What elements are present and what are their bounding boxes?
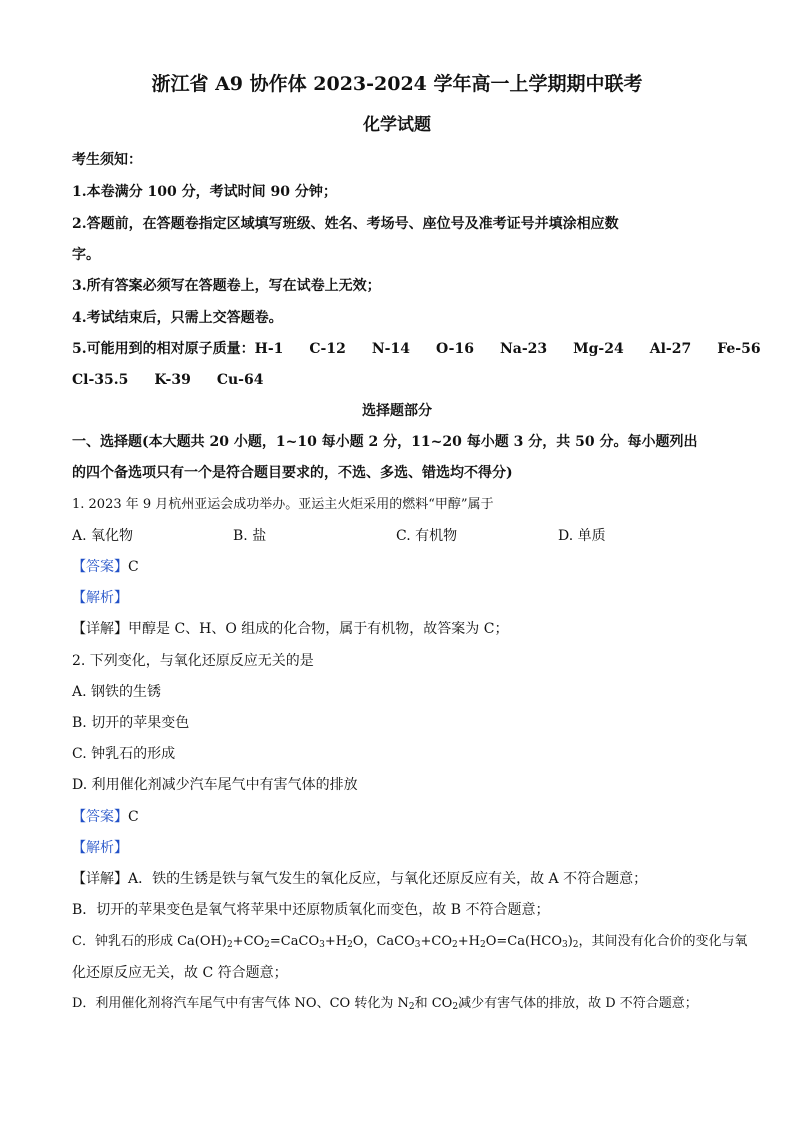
analysis-tag: 【解析】 [72,590,128,606]
atomic-mass-item: Mg-24 [573,341,624,357]
question-2-answer [72,808,139,826]
detail-d-mid: 和 CO [414,996,453,1011]
notice-item: 字。 [72,247,100,263]
atomic-mass-row [72,340,761,358]
atomic-mass-item: N-14 [371,341,410,357]
section-instruction: 一、选择题(本大题共 20 小题，1~10 每小题 2 分，11~20 每小题 3 分，共 50 分。每小题列出 [72,434,698,450]
notice-heading: 考生须知： [72,152,142,168]
atomic-mass-item: O-16 [435,341,474,357]
atomic-mass-row [72,371,263,389]
question-1-option-a: A. 氧化物 [72,528,134,544]
notice-item: 2.答题前，在答题卷指定区域填写班级、姓名、考场号、座位号及准考证号并填涂相应数 [72,216,619,232]
detail-c-suffix: ，其间没有化合价的变化与氧 [578,934,748,949]
detail-c-prefix: C．钟乳石的形成 [72,934,178,949]
question-2-detail-a [72,870,647,888]
answer-tag: 【答案】 [72,809,128,825]
document-title: 浙江省 A9 协作体 2023-2024 学年高一上学期期中联考 [151,73,643,95]
question-1-option-c: C. 有机物 [396,528,458,544]
question-1-analysis [72,589,128,607]
detail-tag: 【详解】 [72,621,128,637]
atomic-mass-item: Fe-56 [717,341,761,357]
question-1-option-b: B. 盐 [233,528,267,544]
question-2-detail-c-cont: 化还原反应无关，故 C 符合题意； [72,965,288,981]
question-2-option-d: D. 利用催化剂减少汽车尾气中有害气体的排放 [72,777,358,793]
question-2-option-c: C. 钟乳石的形成 [72,746,176,762]
document-subtitle: 化学试题 [363,115,431,135]
answer-value: C [128,559,139,575]
notice-item: 4.考试结束后，只需上交答题卷。 [72,310,283,326]
question-2-detail-d: D．利用催化剂将汽车尾气中有害气体 NO、CO 转化为 $N_2$和 $CO_2$减少有害气体的排放，故 D 不符合题意； [72,996,698,1012]
notice-item: 1.本卷满分 100 分，考试时间 90 分钟； [72,184,337,200]
atomic-mass-item: Al-27 [649,341,692,357]
section-title: 选择题部分 [362,403,432,419]
section-instruction: 的四个备选项只有一个是符合题目要求的，不选、多选、错选均不得分) [72,465,513,481]
atomic-mass-item: K-39 [154,372,191,388]
question-2-option-b: B. 切开的苹果变色 [72,715,190,731]
chemical-equation: $Ca(OH)_2+CO_2=CaCO_3+H_2O$，$CaCO_3+CO_2+H_2O=Ca(HCO_3)_2$ [177,934,579,950]
question-1-stem: 1. 2023 年 9 月杭州亚运会成功举办。亚运主火炬采用的燃料“甲醇”属于 [72,497,494,512]
answer-value: C [128,809,139,825]
question-1-option-d: D. 单质 [558,528,606,544]
detail-text: A．铁的生锈是铁与氧气发生的氧化反应，与氧化还原反应有关，故 A 不符合题意； [128,871,648,887]
question-2-detail-b: B．切开的苹果变色是氧气将苹果中还原物质氧化而变色，故 B 不符合题意； [72,902,550,918]
detail-d-suffix: 减少有害气体的排放，故 D 不符合题意； [458,996,698,1011]
atomic-mass-label: 5.可能用到的相对原子质量： [72,341,255,357]
analysis-tag: 【解析】 [72,840,128,856]
question-2-analysis [72,839,128,857]
detail-text: 甲醇是 C、H、O 组成的化合物，属于有机物，故答案为 C； [128,621,509,637]
question-1-detail [72,620,508,638]
detail-tag: 【详解】 [72,871,128,887]
question-2-detail-c [72,933,748,951]
question-1-answer [72,558,139,576]
atomic-mass-item: Cl-35.5 [72,372,129,388]
notice-item: 3.所有答案必须写在答题卷上，写在试卷上无效； [72,278,381,294]
atomic-mass-item: C-12 [309,341,346,357]
atomic-mass-item: Cu-64 [216,372,264,388]
atomic-mass-item: H-1 [254,341,284,357]
detail-d-prefix: D．利用催化剂将汽车尾气中有害气体 NO、CO 转化为 N [72,996,409,1011]
answer-tag: 【答案】 [72,559,128,575]
question-2-stem: 2. 下列变化，与氧化还原反应无关的是 [72,653,314,669]
question-2-option-a: A. 钢铁的生锈 [72,684,162,700]
atomic-mass-item: Na-23 [499,341,548,357]
